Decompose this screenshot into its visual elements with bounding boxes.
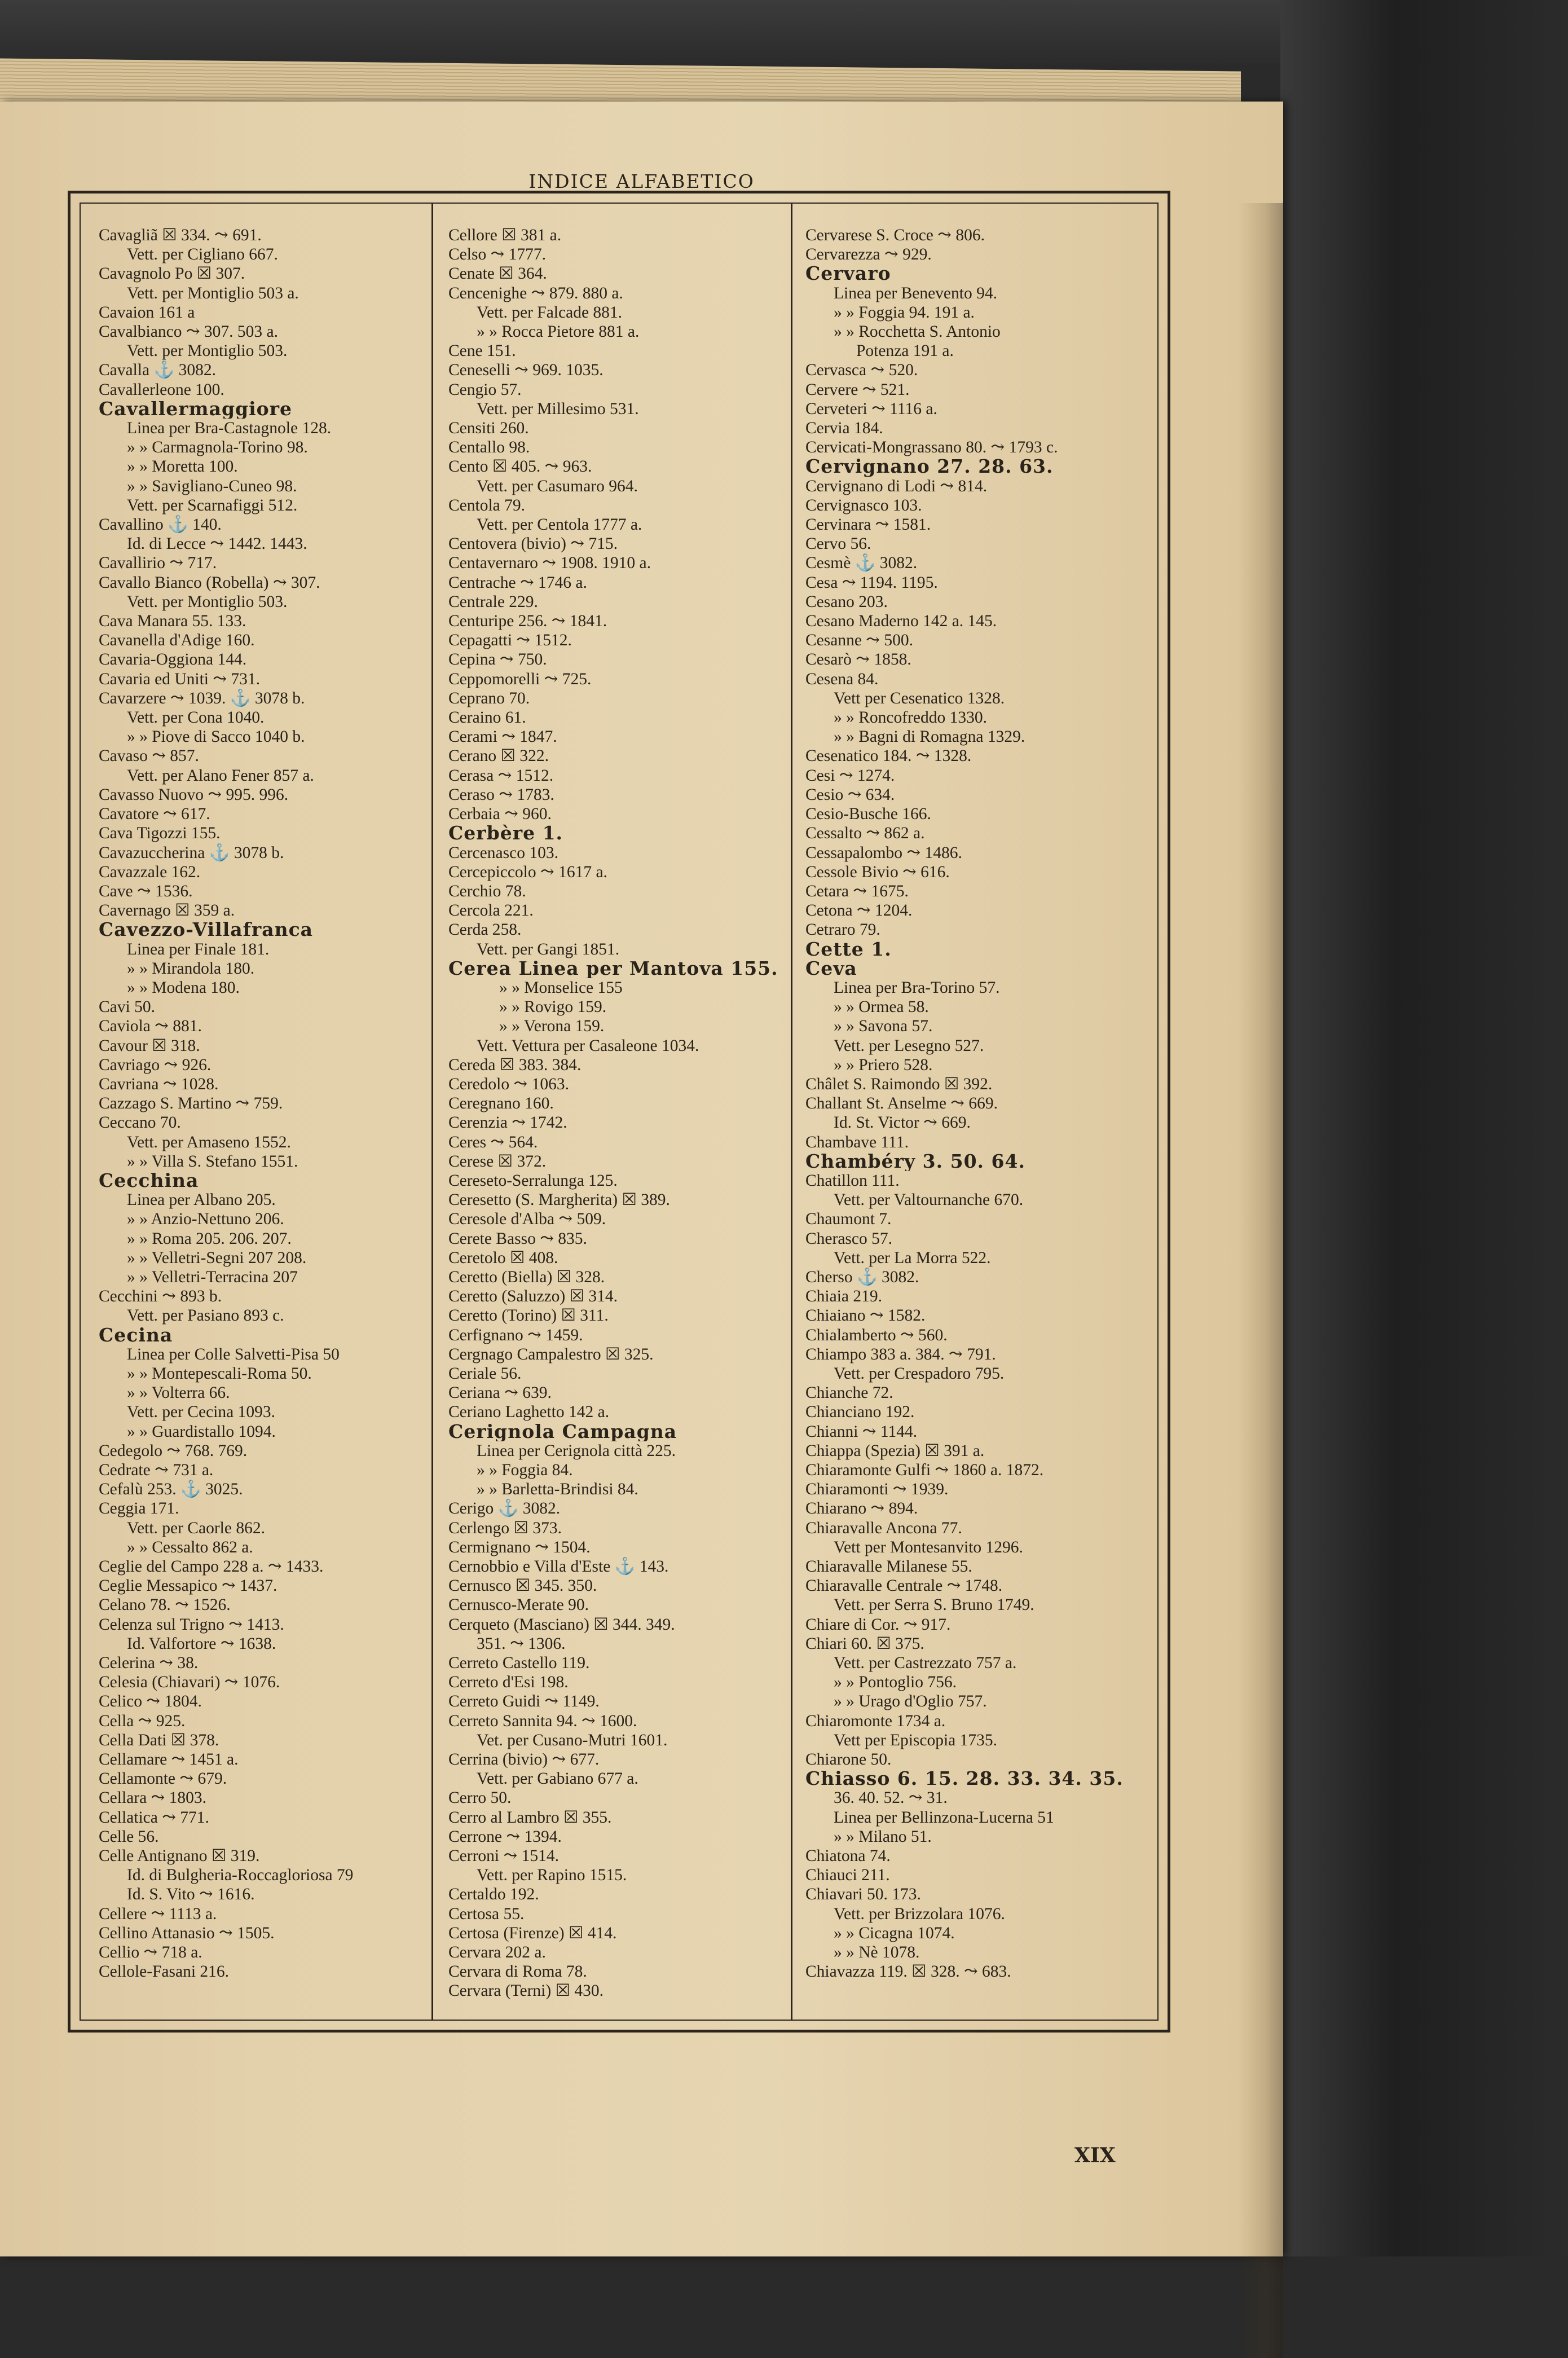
index-entry: Cervinara ⤳ 1581. — [805, 516, 931, 534]
index-entry: Cerreto d'Esi 198. — [448, 1673, 569, 1692]
index-entry: Chiaromonte 1734 a. — [805, 1712, 946, 1730]
index-entry: 36. 40. 52. ⤳ 31. — [834, 1789, 948, 1807]
index-entry: Linea per Bra-Castagnole 128. — [127, 419, 332, 438]
index-entry: Cellino Attanasio ⤳ 1505. — [99, 1924, 275, 1942]
index-entry: Vett. per Pasiano 893 c. — [127, 1306, 284, 1325]
index-entry: Certosa 55. — [448, 1904, 525, 1923]
index-entry: Challant St. Anselme ⤳ 669. — [805, 1094, 998, 1113]
index-entry: Potenza 191 a. — [856, 342, 954, 360]
index-entry: Ceregnano 160. — [448, 1094, 554, 1113]
index-entry: Ceriale 56. — [448, 1364, 522, 1383]
index-entry: Cereda ☒ 383. 384. — [448, 1055, 582, 1074]
background-right — [1280, 0, 1568, 2256]
index-entry: Ceprano 70. — [448, 689, 530, 707]
index-entry: Vett. per Lesegno 527. — [834, 1036, 984, 1055]
index-entry: Linea per Cerignola città 225. — [477, 1441, 676, 1460]
index-entry: Cerda 258. — [448, 921, 522, 939]
index-entry: Ceresole d'Alba ⤳ 509. — [448, 1210, 606, 1229]
index-entry: » » Milano 51. — [834, 1827, 932, 1846]
index-entry: Id. di Lecce ⤳ 1442. 1443. — [127, 535, 307, 553]
index-entry: Cerenzia ⤳ 1742. — [448, 1114, 567, 1132]
index-entry: Cesenatico 184. ⤳ 1328. — [805, 747, 972, 766]
index-heading: Cecina — [99, 1325, 173, 1345]
index-heading: Cavallermaggiore — [99, 399, 293, 419]
index-entry: Chiaravalle Milanese 55. — [805, 1558, 972, 1576]
index-entry: » » Savigliano-Cuneo 98. — [127, 477, 297, 495]
index-entry: Cellore ☒ 381 a. — [448, 226, 562, 244]
index-heading: Cerbère 1. — [448, 824, 563, 843]
index-entry: Ceretto (Saluzzo) ☒ 314. — [448, 1287, 618, 1306]
index-entry: Cerrina (bivio) ⤳ 677. — [448, 1750, 600, 1769]
index-entry: Ceraino 61. — [448, 709, 526, 727]
index-entry: Cellole-Fasani 216. — [99, 1963, 230, 1981]
index-entry: Cergnago Campalestro ☒ 325. — [448, 1345, 654, 1363]
index-entry: Cefalù 253. ⚓ 3025. — [99, 1480, 243, 1499]
index-entry: Cavagnolo Po ☒ 307. — [99, 265, 245, 283]
index-entry: Ceretto (Torino) ☒ 311. — [448, 1306, 609, 1325]
spine-shadow — [1238, 203, 1283, 2358]
index-entry: Chiaravalle Ancona 77. — [805, 1519, 962, 1537]
index-entry: Celico ⤳ 1804. — [99, 1692, 202, 1711]
index-entry: Vett. per Rapino 1515. — [477, 1866, 627, 1885]
index-entry: Cerreto Sannita 94. ⤳ 1600. — [448, 1712, 637, 1730]
index-entry: Ceglie Messapico ⤳ 1437. — [99, 1577, 278, 1595]
index-entry: Vett. per Castrezzato 757 a. — [834, 1654, 1017, 1673]
index-entry: Cereseto-Serralunga 125. — [448, 1171, 618, 1190]
index-entry: » » Ormea 58. — [834, 998, 929, 1017]
index-entry: Chiaia 219. — [805, 1287, 883, 1306]
index-entry: » » Rovigo 159. — [499, 998, 607, 1017]
index-entry: Cento ☒ 405. ⤳ 963. — [448, 457, 592, 476]
index-heading: Chambéry 3. 50. 64. — [805, 1151, 1025, 1171]
index-entry: Id. di Bulgheria-Roccagloriosa 79 — [127, 1866, 354, 1885]
index-entry: Cetona ⤳ 1204. — [805, 901, 913, 920]
index-entry: Cavaria ed Uniti ⤳ 731. — [99, 670, 261, 688]
index-entry: Cherso ⚓ 3082. — [805, 1268, 919, 1286]
index-entry: Vett. per Caorle 862. — [127, 1519, 265, 1537]
index-entry: Vett. per Alano Fener 857 a. — [127, 766, 314, 785]
index-entry: Cervarese S. Croce ⤳ 806. — [805, 226, 985, 244]
index-entry: Ceraso ⤳ 1783. — [448, 785, 554, 804]
index-entry: Cesio-Busche 166. — [805, 805, 931, 824]
index-entry: Centavernaro ⤳ 1908. 1910 a. — [448, 554, 651, 573]
index-entry: Cerrone ⤳ 1394. — [448, 1827, 562, 1846]
index-entry: Vett per Episcopia 1735. — [834, 1731, 998, 1749]
index-entry: Cecchini ⤳ 893 b. — [99, 1287, 222, 1306]
index-entry: Cessapalombo ⤳ 1486. — [805, 843, 962, 862]
index-entry: Vett per Cesenatico 1328. — [834, 689, 1005, 707]
index-entry: Cavour ☒ 318. — [99, 1036, 200, 1055]
index-entry: Ceppomorelli ⤳ 725. — [448, 670, 592, 688]
index-entry: Vett. per Amaseno 1552. — [127, 1133, 291, 1151]
index-entry: Vett. per Scarnafiggi 512. — [127, 496, 298, 514]
page-number: XIX — [1074, 2144, 1116, 2167]
index-entry: Id. Valfortore ⤳ 1638. — [127, 1634, 276, 1653]
index-entry: » » Anzio-Nettuno 206. — [127, 1210, 284, 1229]
index-entry: » » Priero 528. — [834, 1055, 933, 1074]
index-entry: Cerro 50. — [448, 1789, 512, 1807]
index-entry: » » Pontoglio 756. — [834, 1673, 957, 1692]
page-header: INDICE ALFABETICO — [528, 170, 755, 192]
index-entry: » » Velletri-Segni 207 208. — [127, 1248, 307, 1267]
index-entry: Cene 151. — [448, 342, 516, 360]
index-entry: Cerasa ⤳ 1512. — [448, 766, 554, 785]
index-entry: Chiavazza 119. ☒ 328. ⤳ 683. — [805, 1963, 1011, 1981]
index-entry: Cava Tigozzi 155. — [99, 824, 221, 843]
index-entry: Linea per Colle Salvetti-Pisa 50 — [127, 1345, 340, 1363]
index-entry: Cavriana ⤳ 1028. — [99, 1075, 219, 1093]
index-entry: Centuripe 256. ⤳ 1841. — [448, 612, 607, 631]
index-entry: Ceredolo ⤳ 1063. — [448, 1075, 569, 1093]
index-entry: Cervere ⤳ 521. — [805, 380, 910, 399]
index-entry: Cervia 184. — [805, 419, 883, 438]
index-entry: Cencenighe ⤳ 879. 880 a. — [448, 284, 623, 302]
index-entry: Cerigo ⚓ 3082. — [448, 1499, 561, 1518]
index-entry: Cavallino ⚓ 140. — [99, 516, 222, 534]
index-entry: Vett. per Centola 1777 a. — [477, 516, 642, 534]
index-entry: Cavarzere ⤳ 1039. ⚓ 3078 b. — [99, 689, 305, 707]
index-entry: Linea per Bra-Torino 57. — [834, 978, 1000, 997]
index-entry: Cavallerleone 100. — [99, 380, 224, 399]
index-entry: Cavriago ⤳ 926. — [99, 1055, 212, 1074]
index-entry: » » Foggia 94. 191 a. — [834, 303, 975, 322]
index-entry: » » Guardistallo 1094. — [127, 1422, 276, 1441]
index-entry: » » Montepescali-Roma 50. — [127, 1364, 312, 1383]
index-entry: Ceriano Laghetto 142 a. — [448, 1403, 610, 1422]
index-entry: Cerbaia ⤳ 960. — [448, 805, 552, 824]
index-entry: Cavallirio ⤳ 717. — [99, 554, 217, 573]
index-column-3 — [805, 226, 1147, 2008]
index-entry: Cellara ⤳ 1803. — [99, 1789, 207, 1807]
index-entry: » » Moretta 100. — [127, 457, 238, 476]
index-entry: Celso ⤳ 1777. — [448, 245, 547, 264]
index-entry: Ceres ⤳ 564. — [448, 1133, 538, 1151]
index-entry: Cetara ⤳ 1675. — [805, 882, 909, 900]
index-entry: Cervicati-Mongrassano 80. ⤳ 1793 c. — [805, 438, 1058, 457]
index-entry: Cetraro 79. — [805, 921, 880, 939]
index-entry: Cerano ☒ 322. — [448, 747, 549, 766]
index-entry: Linea per Albano 205. — [127, 1191, 276, 1209]
index-entry: Vett. per Brizzolara 1076. — [834, 1904, 1005, 1923]
index-entry: » » Bagni di Romagna 1329. — [834, 728, 1025, 746]
index-entry: » » Roma 205. 206. 207. — [127, 1229, 292, 1248]
index-entry: Cesa ⤳ 1194. 1195. — [805, 573, 938, 592]
index-entry: Ceneselli ⤳ 969. 1035. — [448, 361, 604, 380]
index-entry: Centovera (bivio) ⤳ 715. — [448, 535, 618, 553]
index-entry: Cava Manara 55. 133. — [99, 612, 246, 631]
index-entry: Chiatona 74. — [805, 1847, 891, 1866]
index-entry: Cessole Bivio ⤳ 616. — [805, 863, 950, 881]
index-entry: Cervignasco 103. — [805, 496, 922, 514]
index-entry: » » Urago d'Oglio 757. — [834, 1692, 987, 1711]
index-entry: Cavaso ⤳ 857. — [99, 747, 199, 766]
index-entry: Censiti 260. — [448, 419, 529, 438]
index-entry: Cengio 57. — [448, 380, 522, 399]
index-entry: Cerchio 78. — [448, 882, 526, 900]
index-entry: Cellio ⤳ 718 a. — [99, 1943, 202, 1962]
index-entry: » » Rocca Pietore 881 a. — [477, 323, 640, 341]
index-entry: Chiare di Cor. ⤳ 917. — [805, 1615, 951, 1634]
index-entry: Cavi 50. — [99, 998, 155, 1017]
index-entry: Cessalto ⤳ 862 a. — [805, 824, 925, 843]
index-entry: Celerina ⤳ 38. — [99, 1654, 199, 1673]
index-entry: Cesena 84. — [805, 670, 879, 688]
index-heading: Ceva — [805, 958, 857, 978]
index-heading: Cerignola Campagna — [448, 1422, 677, 1441]
index-entry: Cerroni ⤳ 1514. — [448, 1847, 559, 1866]
index-entry: Vett. per Cecina 1093. — [127, 1403, 275, 1422]
index-entry: Chiaramonti ⤳ 1939. — [805, 1480, 949, 1499]
index-entry: Cerami ⤳ 1847. — [448, 728, 557, 746]
index-entry: Cerfignano ⤳ 1459. — [448, 1326, 583, 1344]
index-entry: Chianche 72. — [805, 1384, 893, 1402]
index-entry: Cesano 203. — [805, 592, 888, 611]
index-heading: Cette 1. — [805, 939, 892, 959]
index-entry: Cavallo Bianco (Robella) ⤳ 307. — [99, 573, 320, 592]
index-entry: Chianciano 192. — [805, 1403, 915, 1422]
index-entry: Cermignano ⤳ 1504. — [448, 1538, 591, 1556]
index-entry: Cellamare ⤳ 1451 a. — [99, 1750, 239, 1769]
index-heading: Cavezzo-Villafranca — [99, 920, 314, 940]
index-entry: 351. ⤳ 1306. — [477, 1634, 566, 1653]
index-entry: Cellere ⤳ 1113 a. — [99, 1904, 217, 1923]
index-entry: Cherasco 57. — [805, 1229, 893, 1248]
index-entry: Cavanella d'Adige 160. — [99, 631, 255, 650]
index-entry: Cesio ⤳ 634. — [805, 785, 895, 804]
index-entry: Chianni ⤳ 1144. — [805, 1422, 918, 1441]
index-entry: Cepina ⤳ 750. — [448, 650, 547, 669]
index-entry: Cervara (Terni) ☒ 430. — [448, 1982, 604, 2000]
index-entry: Cervara 202 a. — [448, 1943, 546, 1962]
index-entry: Cedegolo ⤳ 768. 769. — [99, 1441, 248, 1460]
index-entry: Cellamonte ⤳ 679. — [99, 1770, 227, 1788]
index-entry: Cervarezza ⤳ 929. — [805, 245, 932, 264]
index-entry: Cavaion 161 a — [99, 303, 195, 322]
index-entry: Cepagatti ⤳ 1512. — [448, 631, 572, 650]
index-entry: Cerese ☒ 372. — [448, 1152, 547, 1171]
index-entry: Chialamberto ⤳ 560. — [805, 1326, 948, 1344]
index-entry: Centallo 98. — [448, 438, 530, 457]
index-entry: Linea per Benevento 94. — [834, 284, 997, 302]
index-entry: Cercenasco 103. — [448, 843, 558, 862]
index-heading: Cervignano 27. 28. 63. — [805, 457, 1054, 477]
index-entry: Cave ⤳ 1536. — [99, 882, 193, 900]
index-entry: » » Modena 180. — [127, 978, 240, 997]
index-entry: Certosa (Firenze) ☒ 414. — [448, 1924, 617, 1942]
index-heading: Cervaro — [805, 264, 891, 284]
index-entry: Vett. per Valtournanche 670. — [834, 1191, 1024, 1209]
index-entry: Cervignano di Lodi ⤳ 814. — [805, 477, 988, 495]
index-entry: Chiavari 50. 173. — [805, 1885, 921, 1904]
index-entry: Cavagliã ☒ 334. ⤳ 691. — [99, 226, 262, 244]
index-entry: Cesi ⤳ 1274. — [805, 766, 895, 785]
index-entry: Cellatica ⤳ 771. — [99, 1808, 209, 1827]
index-heading: Cerea Linea per Mantova 155. — [448, 958, 778, 978]
index-entry: » » Barletta-Brindisi 84. — [477, 1480, 638, 1499]
index-entry: Cervasca ⤳ 520. — [805, 361, 918, 380]
index-entry: Cavasso Nuovo ⤳ 995. 996. — [99, 785, 289, 804]
index-entry: Cerreto Castello 119. — [448, 1654, 590, 1673]
index-entry: Cavatore ⤳ 617. — [99, 805, 210, 824]
index-entry: Celano 78. ⤳ 1526. — [99, 1596, 231, 1614]
index-entry: Cella ⤳ 925. — [99, 1712, 186, 1730]
index-entry: Cavaria-Oggiona 144. — [99, 650, 247, 669]
index-heading: Cecchina — [99, 1171, 199, 1191]
index-entry: Cesmè ⚓ 3082. — [805, 554, 918, 573]
index-entry: Chiappa (Spezia) ☒ 391 a. — [805, 1441, 985, 1460]
index-entry: Chiarano ⤳ 894. — [805, 1499, 918, 1518]
index-entry: Ceretolo ☒ 408. — [448, 1248, 558, 1267]
index-entry: Ceretto (Biella) ☒ 328. — [448, 1268, 605, 1286]
index-entry: Cerqueto (Masciano) ☒ 344. 349. — [448, 1615, 675, 1634]
book-page — [0, 102, 1283, 2256]
index-entry: Cercola 221. — [448, 901, 534, 920]
index-entry: Vett. per Falcade 881. — [477, 303, 623, 322]
index-column-1 — [99, 226, 433, 2008]
index-entry: Cazzago S. Martino ⤳ 759. — [99, 1094, 283, 1113]
index-entry: Vett. Vettura per Casaleone 1034. — [477, 1036, 699, 1055]
index-entry: » » Foggia 84. — [477, 1461, 573, 1479]
index-entry: Cavazzale 162. — [99, 863, 201, 881]
index-entry: Celle 56. — [99, 1827, 159, 1846]
index-entry: » » Savona 57. — [834, 1017, 933, 1036]
index-entry: Id. S. Vito ⤳ 1616. — [127, 1885, 255, 1904]
index-entry: Cerveteri ⤳ 1116 a. — [805, 399, 937, 418]
index-entry: Cernusco ☒ 345. 350. — [448, 1577, 597, 1595]
index-entry: » » Volterra 66. — [127, 1384, 230, 1402]
index-entry: » » Monselice 155 — [499, 978, 623, 997]
index-entry: Cesano Maderno 142 a. 145. — [805, 612, 997, 631]
index-entry: Cesanne ⤳ 500. — [805, 631, 914, 650]
index-entry: Chiauci 211. — [805, 1866, 890, 1885]
index-entry: » » Velletri-Terracina 207 — [127, 1268, 298, 1286]
index-entry: Chiaiano ⤳ 1582. — [805, 1306, 926, 1325]
index-entry: Vett. per Gabiano 677 a. — [477, 1770, 638, 1788]
index-entry: Cavazuccherina ⚓ 3078 b. — [99, 843, 284, 862]
index-entry: Cercepiccolo ⤳ 1617 a. — [448, 863, 607, 881]
index-entry: Linea per Finale 181. — [127, 940, 270, 958]
index-entry: » » Cessalto 862 a. — [127, 1538, 253, 1556]
index-entry: Vett. per La Morra 522. — [834, 1248, 991, 1267]
index-entry: Cavernago ☒ 359 a. — [99, 901, 235, 920]
index-entry: » » Carmagnola-Torino 98. — [127, 438, 308, 457]
index-entry: Chiaramonte Gulfi ⤳ 1860 a. 1872. — [805, 1461, 1044, 1479]
column-rule-2 — [791, 203, 792, 2021]
index-entry: » » Rocchetta S. Antonio — [834, 323, 1001, 341]
index-entry: Chiarone 50. — [805, 1750, 892, 1769]
index-entry: Cernobbio e Villa d'Este ⚓ 143. — [448, 1558, 669, 1576]
index-entry: » » Roncofreddo 1330. — [834, 709, 988, 727]
index-entry: Cavalla ⚓ 3082. — [99, 361, 216, 380]
index-entry: Vett. per Montiglio 503. — [127, 592, 288, 611]
index-entry: Chambave 111. — [805, 1133, 909, 1151]
index-entry: Cavalbianco ⤳ 307. 503 a. — [99, 323, 279, 341]
index-entry: Celle Antignano ☒ 319. — [99, 1847, 260, 1866]
index-entry: Ceggia 171. — [99, 1499, 179, 1518]
index-entry: Caviola ⤳ 881. — [99, 1017, 202, 1036]
index-entry: Vett. per Crespadoro 795. — [834, 1364, 1005, 1383]
index-entry: Châlet S. Raimondo ☒ 392. — [805, 1075, 993, 1093]
index-entry: Chiaravalle Centrale ⤳ 1748. — [805, 1577, 1003, 1595]
index-entry: Vett. per Serra S. Bruno 1749. — [834, 1596, 1034, 1614]
index-entry: Centrache ⤳ 1746 a. — [448, 573, 587, 592]
index-entry: Certaldo 192. — [448, 1885, 539, 1904]
index-entry: Cervo 56. — [805, 535, 871, 553]
index-entry: Cervara di Roma 78. — [448, 1963, 587, 1981]
index-entry: Chiampo 383 a. 384. ⤳ 791. — [805, 1345, 996, 1363]
index-column-2 — [448, 226, 790, 2008]
index-entry: Ceglie del Campo 228 a. ⤳ 1433. — [99, 1558, 324, 1576]
index-entry: Chiari 60. ☒ 375. — [805, 1634, 924, 1653]
index-entry: Chaumont 7. — [805, 1210, 892, 1229]
index-entry: Centola 79. — [448, 496, 526, 514]
index-entry: Ceccano 70. — [99, 1114, 181, 1132]
index-entry: Cerlengo ☒ 373. — [448, 1519, 562, 1537]
index-entry: Vett. per Gangi 1851. — [477, 940, 620, 958]
index-entry: Cerro al Lambro ☒ 355. — [448, 1808, 612, 1827]
index-entry: Vett. per Millesimo 531. — [477, 399, 639, 418]
index-entry: Id. St. Victor ⤳ 669. — [834, 1114, 971, 1132]
index-entry: Celenza sul Trigno ⤳ 1413. — [99, 1615, 284, 1634]
index-entry: Ceriana ⤳ 639. — [448, 1384, 552, 1402]
index-entry: Cesarò ⤳ 1858. — [805, 650, 911, 669]
index-entry: Cerreto Guidi ⤳ 1149. — [448, 1692, 600, 1711]
index-entry: » » Villa S. Stefano 1551. — [127, 1152, 298, 1171]
index-entry: Vett. per Cona 1040. — [127, 709, 265, 727]
index-entry: Ceresetto (S. Margherita) ☒ 389. — [448, 1191, 670, 1209]
index-entry: Vet. per Cusano-Mutri 1601. — [477, 1731, 668, 1749]
index-entry: Cerete Basso ⤳ 835. — [448, 1229, 587, 1248]
index-entry: Vett per Montesanvito 1296. — [834, 1538, 1023, 1556]
index-entry: Cedrate ⤳ 731 a. — [99, 1461, 214, 1479]
index-entry: Vett. per Montiglio 503 a. — [127, 284, 299, 302]
index-entry: Vett. per Cigliano 667. — [127, 245, 278, 264]
index-entry: Cernusco-Merate 90. — [448, 1596, 589, 1614]
index-entry: » » Nè 1078. — [834, 1943, 920, 1962]
index-entry: Vett. per Montiglio 503. — [127, 342, 288, 360]
index-entry: Cenate ☒ 364. — [448, 265, 547, 283]
index-heading: Chiasso 6. 15. 28. 33. 34. 35. — [805, 1769, 1124, 1789]
index-entry: Cella Dati ☒ 378. — [99, 1731, 219, 1749]
index-entry: » » Cicagna 1074. — [834, 1924, 955, 1942]
index-entry: Chatillon 111. — [805, 1171, 900, 1190]
index-entry: Celesia (Chiavari) ⤳ 1076. — [99, 1673, 280, 1692]
index-entry: » » Verona 159. — [499, 1017, 605, 1036]
index-entry: » » Piove di Sacco 1040 b. — [127, 728, 305, 746]
index-entry: Vett. per Casumaro 964. — [477, 477, 638, 495]
index-entry: Centrale 229. — [448, 592, 538, 611]
index-entry: Linea per Bellinzona-Lucerna 51 — [834, 1808, 1054, 1827]
index-entry: » » Mirandola 180. — [127, 959, 255, 978]
